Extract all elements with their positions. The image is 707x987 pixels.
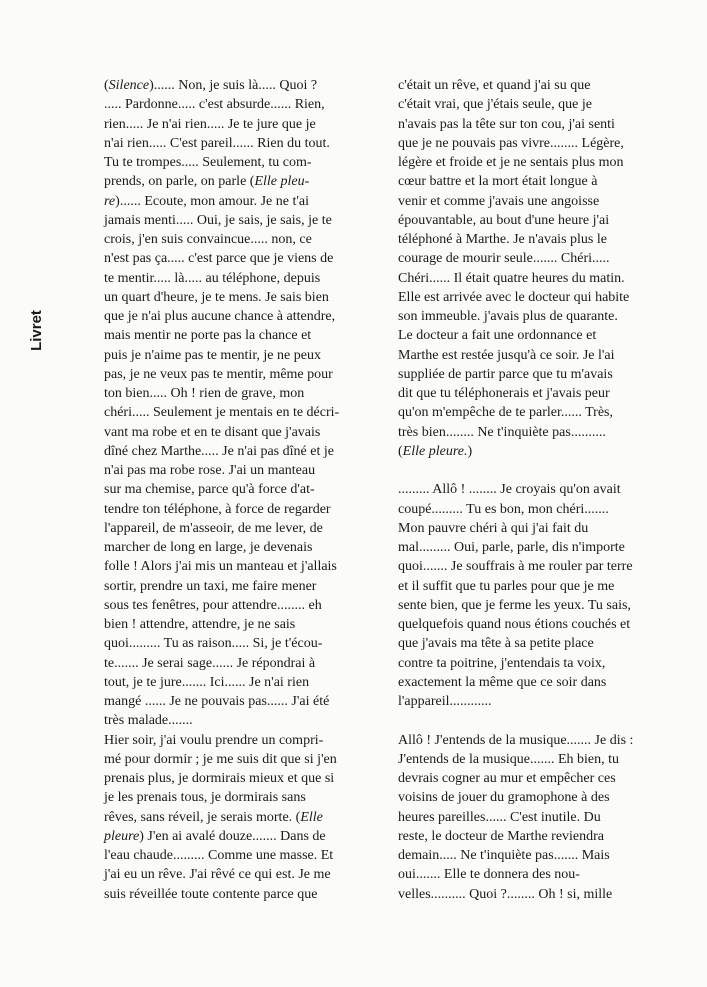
text-line: devrais cogner au mur et empêcher ces [398, 771, 616, 786]
text-line: bien ! attendre, attendre, je ne sais [104, 617, 296, 632]
stage-direction: Silence [108, 78, 150, 93]
section-side-label [16, 300, 56, 360]
text-line: (Elle pleure.) [398, 443, 473, 459]
text-line: ton bien..... Oh ! rien de grave, mon [104, 386, 305, 401]
text-line: ..... Pardonne..... c'est absurde...... Rien, [104, 97, 325, 113]
text-line: quoi......... Tu as raison..... Si, je t'écou- [104, 636, 323, 652]
text-line: tout, je te jure....... Ici...... Je n'ai rien [104, 674, 310, 690]
text-line: sortir, prendre un taxi, me faire mener [104, 578, 317, 594]
text-line: un quart d'heure, je te mens. Je sais bien [104, 289, 329, 305]
text-line: folle ! Alors j'ai mis un manteau et j'allais [104, 559, 337, 575]
text-line: marcher de long en large, je devenais [104, 540, 313, 555]
left-text-column [104, 76, 372, 904]
text-line: que je ne pouvais pas vivre........ Légère, [398, 135, 624, 151]
text-line: n'avais pas la tête sur ton cou, j'ai senti [398, 116, 615, 132]
text-line: courage de mourir seule....... Chéri..... [398, 251, 610, 267]
text-line: téléphoné à Marthe. Je n'avais plus le [398, 232, 607, 247]
text-line: son immeuble. j'avais plus de quarante. [398, 309, 618, 324]
text-line: très malade....... [104, 713, 193, 729]
text-line: velles.......... Quoi ?........ Oh ! si, mille [398, 886, 613, 902]
text-line: ......... Allô ! ........ Je croyais qu'on avait [398, 482, 621, 498]
stage-direction: re [104, 193, 116, 209]
text-line: Elle est arrivée avec le docteur qui habite [398, 289, 630, 305]
text-line: voisins de jouer du gramophone à des [398, 790, 610, 806]
text-line: Chéri...... Il était quatre heures du matin. [398, 270, 625, 286]
text-line: c'était un rêve, et quand j'ai su que [398, 78, 591, 93]
text-line: que j'avais ma tête à sa petite place [398, 636, 594, 652]
text-line: dit que tu téléphonerais et j'avais peur [398, 386, 610, 401]
text-line: contre ta poitrine, j'entendais ta voix, [398, 655, 606, 671]
text-line: tendre ton téléphone, à force de regarder [104, 501, 331, 517]
text-line: épouvantable, au bout d'une heure j'ai [398, 212, 610, 228]
text-line: que je n'ai plus aucune chance à attendre, [104, 309, 336, 324]
text-line: sur ma chemise, parce qu'à force d'at- [104, 482, 315, 498]
text-line: vant ma robe et en te disant que j'avais [104, 424, 321, 440]
text-line: quelquefois quand nous étions couchés et [398, 617, 631, 632]
text-line: (Silence)...... Non, je suis là..... Quoi ? [104, 78, 318, 93]
text-line: re)...... Ecoute, mon amour. Je ne t'ai [104, 193, 309, 209]
text-line: chéri..... Seulement je mentais en te décri- [104, 405, 340, 421]
text-line: heures pareilles...... C'est inutile. Du [398, 809, 601, 825]
text-line: qu'on m'empêche de te parler...... Très, [398, 405, 613, 421]
stage-direction: Elle pleure. [402, 443, 468, 459]
text-line: Le docteur a fait une ordonnance et [398, 328, 597, 344]
text-line: n'est pas ça..... c'est parce que je viens de [104, 251, 334, 267]
text-line: quoi....... Je souffrais à me rouler par terre [398, 559, 633, 575]
stage-direction: Elle pleu- [254, 174, 310, 190]
text-line: pas, je ne veux pas te mentir, même pour [104, 366, 333, 382]
text-line: Allô ! J'entends de la musique....... Je dis : [398, 732, 634, 748]
text-line: reste, le docteur de Marthe reviendra [398, 828, 605, 844]
text-line: c'était vrai, que j'étais seule, que je [398, 97, 592, 113]
text-line: demain..... Ne t'inquiète pas....... Mais [398, 848, 610, 863]
stage-direction: Elle [300, 809, 323, 825]
text-line: mais mentir ne porte pas la chance et [104, 328, 312, 344]
text-line: l'appareil, de m'asseoir, de me lever, de [104, 520, 323, 536]
text-line: cœur battre et la mort était longue à [398, 174, 598, 190]
text-line: te....... Je serai sage...... Je répondrai à [104, 655, 316, 671]
text-line: oui....... Elle te donnera des nou- [398, 867, 580, 883]
text-line: sous tes fenêtres, pour attendre........ eh [104, 597, 322, 613]
stage-direction: pleure [104, 828, 140, 844]
text-line: coupé......... Tu es bon, mon chéri....... [398, 501, 609, 517]
text-line: mangé ...... Je ne pouvais pas...... J'ai été [104, 694, 330, 709]
text-line: sente bien, que je ferme les yeux. Tu sais, [398, 597, 631, 613]
text-line: n'ai pas ma robe rose. J'ai un manteau [104, 463, 316, 478]
text-line: puis je n'aime pas te mentir, je ne peux [104, 347, 321, 363]
text-line: n'ai rien..... C'est pareil...... Rien du tout. [104, 135, 330, 151]
text-line: Mon pauvre chéri à qui j'ai fait du [398, 520, 589, 536]
text-line: l'appareil............ [398, 694, 492, 709]
text-line: dîné chez Marthe..... Je n'ai pas dîné et je [104, 443, 334, 459]
text-line: très bien........ Ne t'inquiète pas.......... [398, 424, 606, 440]
text-line: Marthe est restée jusqu'à ce soir. Je l'ai [398, 347, 615, 363]
text-line: pleure) J'en ai avalé douze....... Dans de [104, 828, 326, 844]
text-line: prenais plus, je dormirais mieux et que si [104, 771, 335, 786]
text-line: J'entends de la musique....... Eh bien, tu [398, 751, 620, 767]
text-line: j'ai eu un rêve. J'ai rêvé ce qui est. Je me [104, 867, 331, 883]
text-line: exactement la même que ce soir dans [398, 674, 607, 690]
text-line: te mentir..... là..... au téléphone, depuis [104, 270, 321, 286]
text-line: rêves, sans réveil, je serais morte. (Elle [104, 809, 323, 825]
text-line: prends, on parle, on parle (Elle pleu- [104, 174, 310, 190]
text-line: suppliée de partir parce que tu m'avais [398, 366, 613, 382]
right-text-column [398, 76, 666, 904]
text-line: mal......... Oui, parle, parle, dis n'importe [398, 540, 625, 555]
text-line: suis réveillée toute contente parce que [104, 886, 318, 902]
side-label-text: Livret [27, 309, 45, 351]
text-line: jamais menti..... Oui, je sais, je sais, je te [104, 212, 332, 228]
paragraph-gap [398, 711, 666, 730]
text-line: et il suffit que tu parles pour que je me [398, 578, 615, 594]
text-line: Tu te trompes..... Seulement, tu com- [104, 155, 312, 170]
text-line: Hier soir, j'ai voulu prendre un compri- [104, 732, 324, 748]
text-line: rien..... Je n'ai rien..... Je te jure que je [104, 116, 316, 132]
text-line: l'eau chaude......... Comme une masse. Et [104, 848, 334, 863]
paragraph-gap [398, 461, 666, 480]
text-line: mé pour dormir ; je me suis dit que si j'en [104, 751, 337, 767]
text-line: venir et comme j'avais une angoisse [398, 193, 600, 209]
text-line: je les prenais tous, je dormirais sans [104, 790, 306, 806]
text-line: crois, j'en suis convaincue..... non, ce [104, 232, 312, 247]
text-line: légère et froide et je ne sentais plus mon [398, 155, 624, 170]
